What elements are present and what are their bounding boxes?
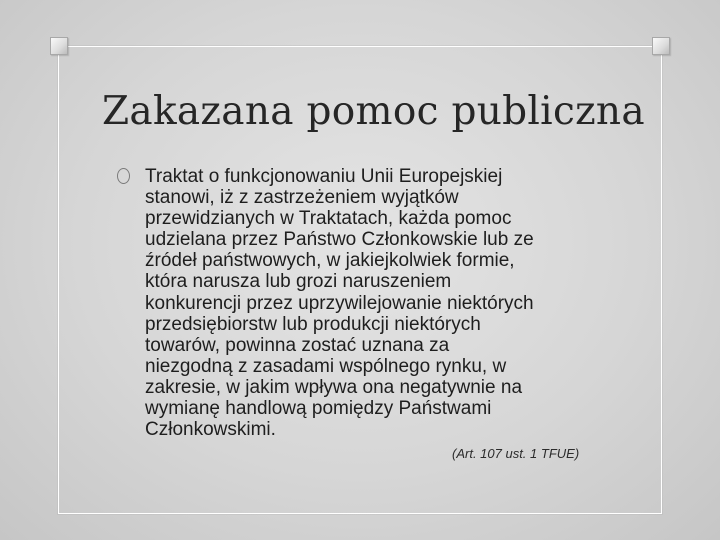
citation: (Art. 107 ust. 1 TFUE) <box>452 446 580 461</box>
top-right-corner-tack <box>652 37 670 55</box>
slide-title: Zakazana pomoc publiczna <box>102 89 645 134</box>
bullet-text: Traktat o funkcjonowaniu Unii Europejskiej stanowi, iż z zastrzeżeniem wyjątków przewidzianych w Traktatach, każda pomoc udzielana przez Państwo Członkowskie lub ze źródeł państwowych, w jakiejkolwiek formie, która narusza lub grozi naruszeniem konkurencji przez uprzywilejowanie niektórych przedsiębiorstw lub produkcji niektórych towarów, powinna zostać uznana za niezgodną z zasadami wspólnego rynku, w zakresie, w jakim wpływa ona negatywnie na wymianę handlową pomiędzy Państwami Członkowskimi. <box>145 166 534 441</box>
bullet-item <box>117 166 617 440</box>
hollow-circle-bullet-icon <box>117 168 130 184</box>
top-left-corner-tack <box>50 37 68 55</box>
